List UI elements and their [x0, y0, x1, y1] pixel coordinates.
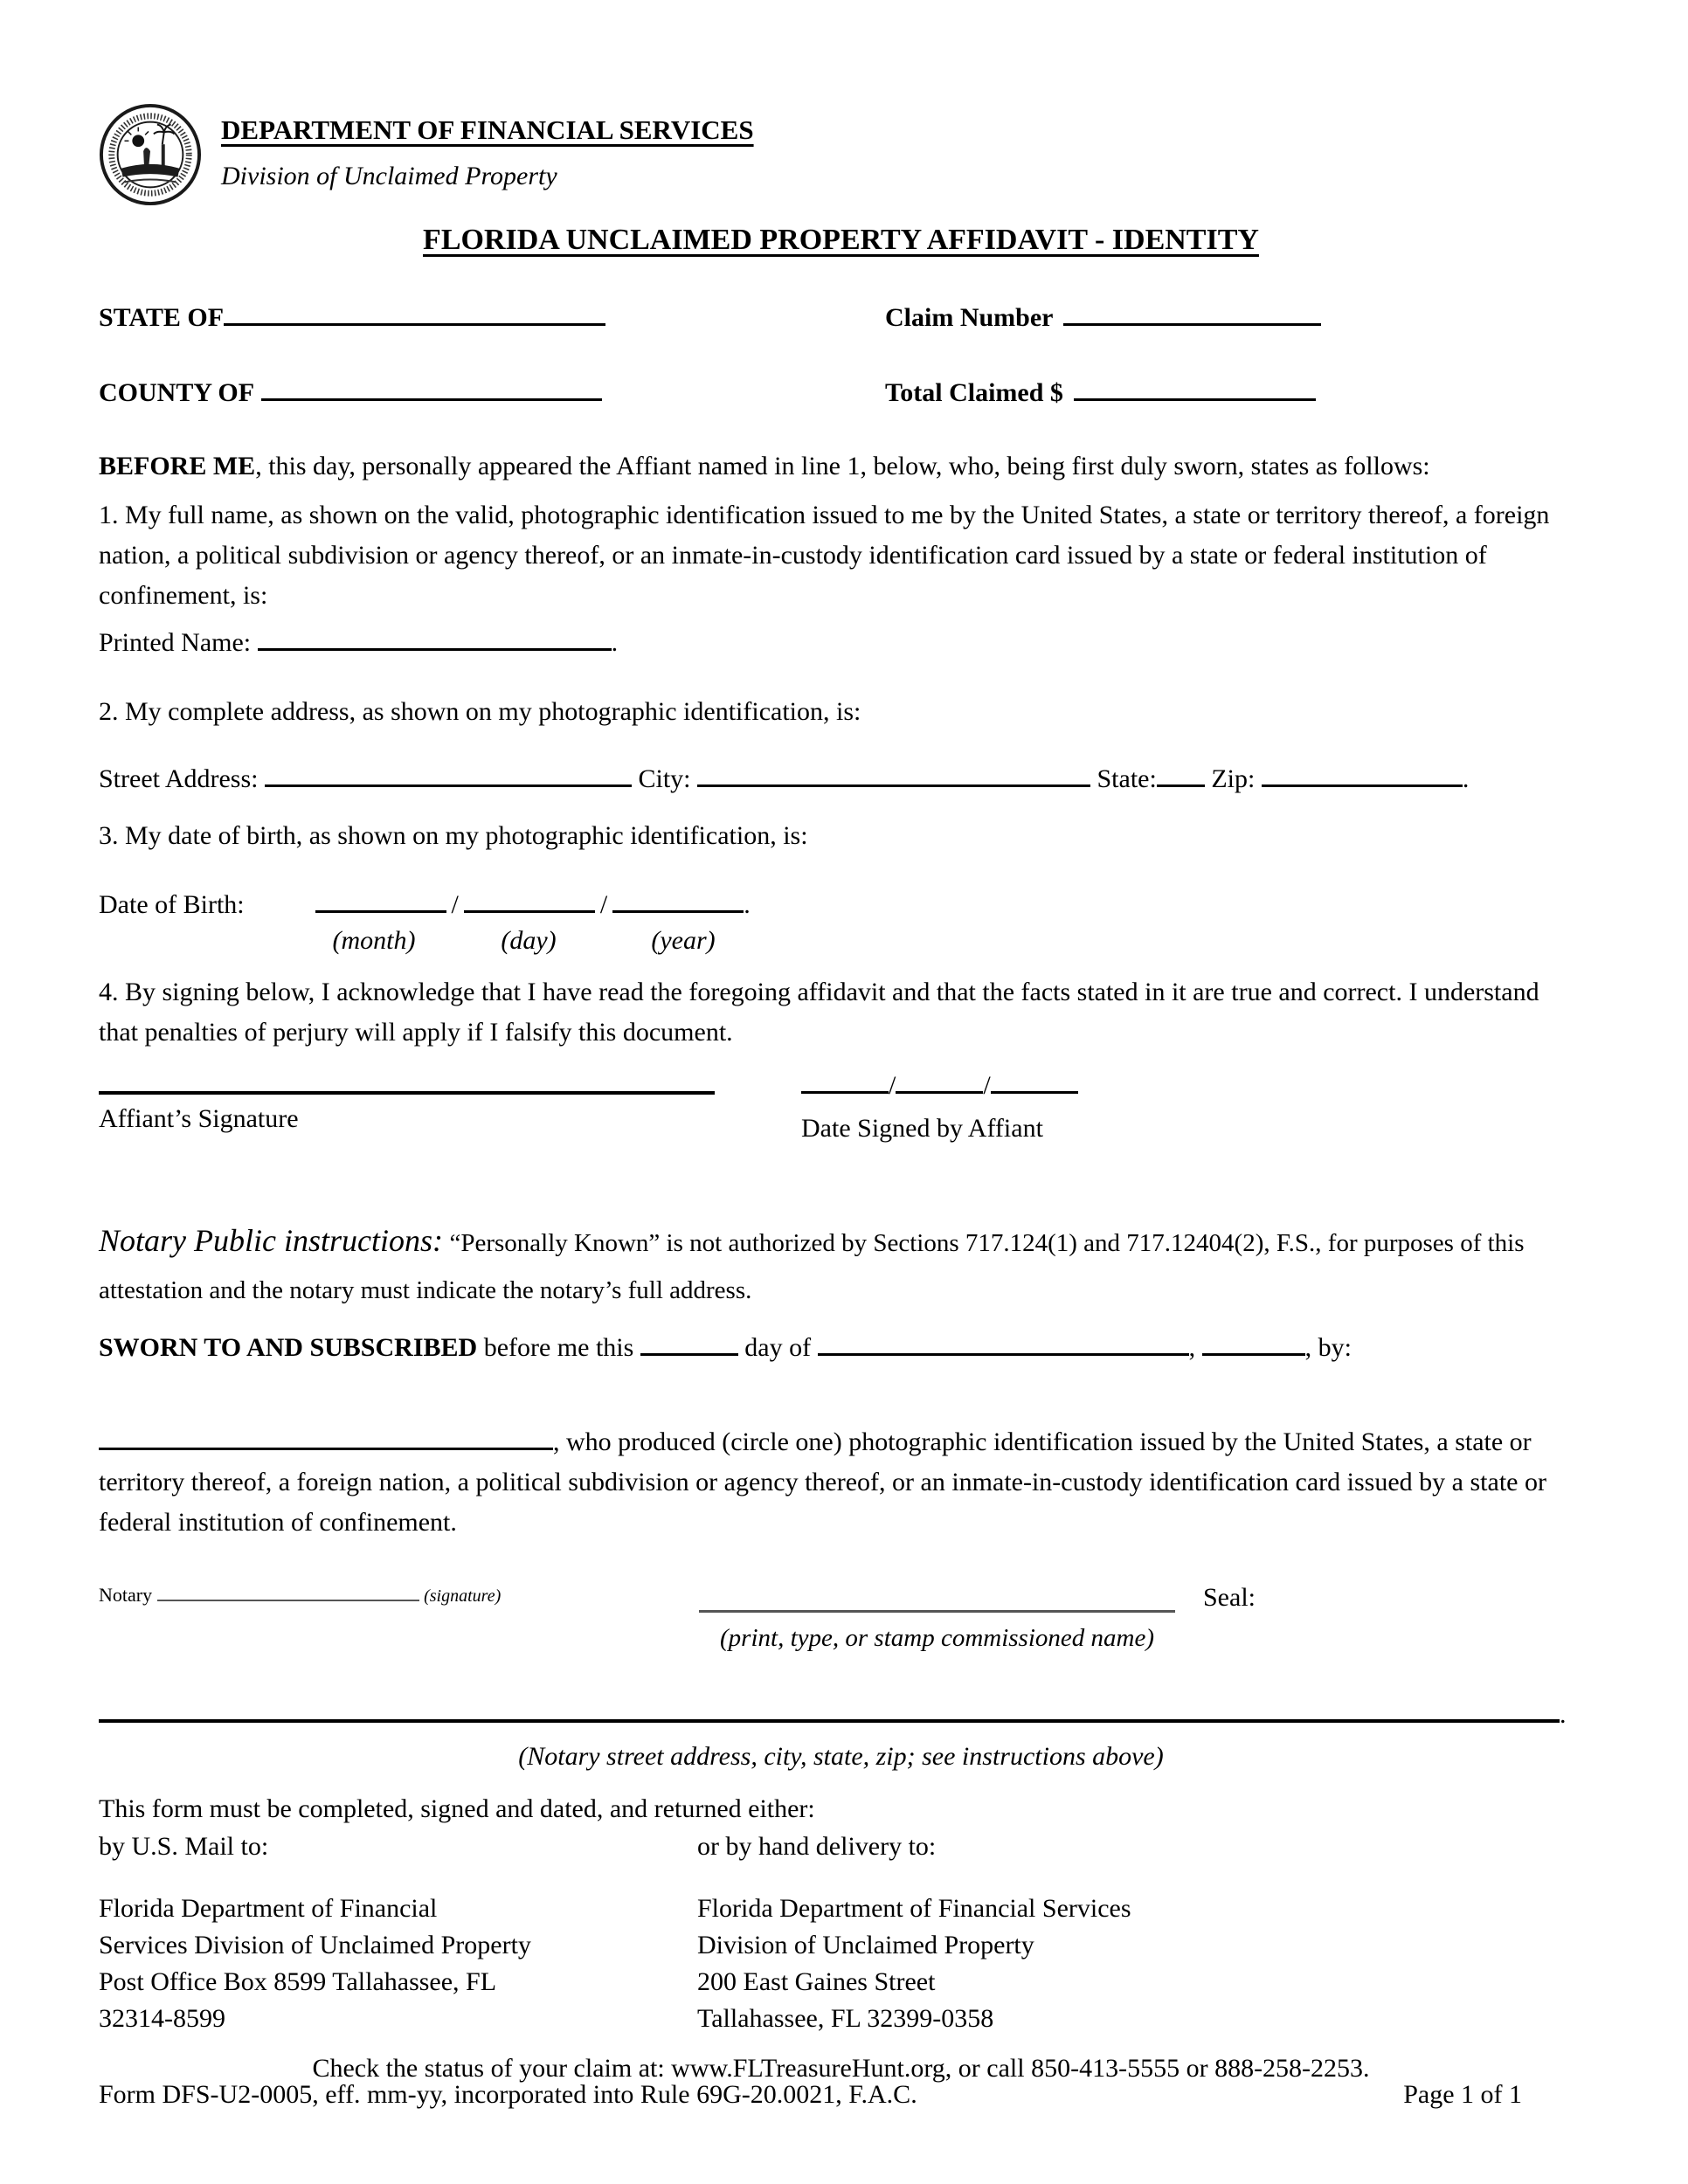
item2-text: 2. My complete address, as shown on my photographic identification, is:: [99, 696, 861, 726]
footer-page-number: Page 1 of 1: [1403, 2080, 1522, 2109]
before-me-paragraph: [99, 446, 1583, 487]
dob-label: Date of Birth:: [99, 890, 245, 920]
hand-address-line: 200 East Gaines Street: [697, 1967, 936, 1997]
printed-name-label: Printed Name:: [99, 628, 252, 658]
city-label: City:: [638, 764, 691, 793]
affiant-signature-label: Affiant’s Signature: [99, 1104, 299, 1134]
dob-period: .: [744, 890, 751, 920]
department-title: DEPARTMENT OF FINANCIAL SERVICES: [221, 114, 754, 145]
state-blank[interactable]: [1157, 758, 1205, 787]
page-footer: [99, 2077, 1522, 2113]
state-of-blank[interactable]: [224, 297, 605, 326]
dob-row: [99, 884, 1583, 923]
county-total-row: [99, 372, 1583, 411]
county-of-label: COUNTY OF: [99, 378, 255, 408]
produced-text: , who produced (circle one) photographic identification issued by the United States, a state or territory thereof, a foreign nation, a political subdivision or agency thereof, or an inmate-in-custody identification card issued by a state or federal institution of confinement.: [99, 1427, 1546, 1537]
printed-name-blank[interactable]: [258, 622, 612, 651]
before-me-lead: BEFORE ME: [99, 451, 256, 480]
dob-captions: [99, 923, 1583, 959]
notary-signature-section: [99, 1580, 1583, 1655]
zip-label: Zip:: [1211, 764, 1256, 793]
document-header: [99, 103, 1583, 206]
sworn-name-blank[interactable]: [99, 1421, 553, 1450]
date-signed-blank-3[interactable]: [991, 1065, 1078, 1094]
mail-address-line: 32314-8599: [99, 2004, 225, 2034]
dob-month-blank[interactable]: [315, 884, 446, 913]
hand-address-line: Tallahassee, FL 32399-0358: [697, 2004, 994, 2034]
claim-number-blank[interactable]: [1063, 297, 1321, 326]
claim-number-label: Claim Number: [885, 302, 1054, 332]
mail-address-block: [99, 1890, 697, 2037]
affiant-signature-blank[interactable]: [99, 1065, 715, 1095]
date-signed-blank-1[interactable]: [801, 1065, 889, 1094]
notary-label: Notary: [99, 1583, 153, 1606]
notary-address-caption: (Notary street address, city, state, zip; see instructions above): [518, 1742, 1164, 1772]
date-signed-slash-1: /: [889, 1071, 896, 1101]
dob-caption-gap-1: [439, 923, 463, 959]
notary-signature-blank[interactable]: [157, 1580, 419, 1601]
printed-name-row: [99, 622, 1583, 661]
hand-address-line: Florida Department of Financial Services: [697, 1894, 1131, 1924]
dob-slash-2: /: [599, 890, 608, 920]
before-me-text: , this day, personally appeared the Affiant named in line 1, below, who, being first duly sworn, states as follows:: [255, 451, 1430, 480]
state-label: State:: [1097, 764, 1157, 793]
return-addresses-row: [99, 1890, 1583, 2037]
dob-day-caption: (day): [501, 925, 557, 955]
date-signed-blank-2[interactable]: [896, 1065, 983, 1094]
address-period: .: [1462, 764, 1470, 793]
notary-instructions-text: “Personally Known” is not authorized by Sections 717.124(1) and 717.12404(2), F.S., for purposes of this attestation and the notary must indicate the notary’s full address.: [99, 1229, 1525, 1305]
dob-caption-spacer: [99, 923, 308, 959]
state-of-label: STATE OF: [99, 302, 225, 332]
claim-status-line: Check the status of your claim at: www.FLTreasureHunt.org, or call 850-413-5555 or 888-258-2253.: [312, 2054, 1370, 2084]
total-claimed-label: Total Claimed $: [885, 378, 1063, 408]
mail-address-line: Services Division of Unclaimed Property: [99, 1931, 531, 1960]
state-claim-row: [99, 297, 1583, 336]
total-claimed-blank[interactable]: [1074, 372, 1316, 401]
seal-label: Seal:: [1203, 1582, 1256, 1612]
item1-text: 1. My full name, as shown on the valid, photographic identification issued to me by the United States, a state or territory thereof, a foreign nation, a political subdivision or agency thereof, or an inmate-in-custody identification card issued by a state or federal institution of confinement, is:: [99, 500, 1550, 610]
form-title: FLORIDA UNCLAIMED PROPERTY AFFIDAVIT - IDENTITY: [423, 224, 1259, 256]
notary-address-period: .: [1560, 1699, 1567, 1729]
notary-signature-caption: (signature): [424, 1586, 502, 1606]
commissioned-name-caption: (print, type, or stamp commissioned name): [720, 1623, 1154, 1652]
date-signed-slash-2: /: [983, 1071, 991, 1101]
sworn-day-blank[interactable]: [640, 1327, 738, 1356]
produced-paragraph: [99, 1421, 1583, 1543]
hand-label: or by hand delivery to:: [697, 1831, 937, 1861]
sworn-month-blank[interactable]: [818, 1327, 1189, 1356]
return-line1: This form must be completed, signed and dated, and returned either:: [99, 1794, 815, 1823]
address-row: [99, 758, 1583, 798]
mail-address-line: Florida Department of Financial: [99, 1894, 438, 1924]
return-labels-row: [99, 1829, 1583, 1865]
dob-day-blank[interactable]: [464, 884, 595, 913]
sworn-part3: , by:: [1304, 1332, 1352, 1362]
sworn-part1: before me this: [483, 1332, 634, 1362]
hand-address-block: [697, 1890, 1583, 2037]
sworn-row: [99, 1327, 1583, 1366]
street-address-label: Street Address:: [99, 764, 259, 793]
dob-slash-1: /: [451, 890, 459, 920]
dob-caption-gap-2: [594, 923, 618, 959]
sworn-part2: day of: [744, 1332, 812, 1362]
notary-instructions: [99, 1214, 1583, 1312]
commissioned-name-blank[interactable]: [699, 1580, 1175, 1613]
street-address-blank[interactable]: [265, 758, 632, 787]
dob-month-caption: (month): [332, 925, 416, 955]
county-of-blank[interactable]: [261, 372, 602, 401]
dob-year-caption: (year): [651, 925, 716, 955]
florida-state-seal-icon: [99, 103, 202, 206]
signature-section: [99, 1065, 1583, 1146]
date-signed-label: Date Signed by Affiant: [801, 1113, 1043, 1143]
zip-blank[interactable]: [1262, 758, 1463, 787]
notary-instructions-lead: Notary Public instructions:: [99, 1223, 443, 1259]
sworn-lead: SWORN TO AND SUBSCRIBED: [99, 1332, 478, 1362]
notary-address-row: [99, 1693, 1583, 1733]
dob-year-blank[interactable]: [612, 884, 744, 913]
division-subtitle: Division of Unclaimed Property: [221, 161, 557, 190]
header-text: [221, 103, 754, 194]
notary-address-blank[interactable]: [99, 1693, 1560, 1723]
sworn-comma: ,: [1188, 1332, 1196, 1362]
mail-label: by U.S. Mail to:: [99, 1831, 269, 1861]
hand-address-line: Division of Unclaimed Property: [697, 1931, 1034, 1960]
item4-text: 4. By signing below, I acknowledge that I have read the foregoing affidavit and that the facts stated in it are true and correct. I understand that penalties of perjury will apply if I falsify this document.: [99, 978, 1539, 1047]
city-blank[interactable]: [697, 758, 1090, 787]
mail-address-line: Post Office Box 8599 Tallahassee, FL: [99, 1967, 497, 1997]
footer-form-number: Form DFS-U2-0005, eff. mm-yy, incorporated into Rule 69G-20.0021, F.A.C.: [99, 2080, 917, 2109]
sworn-year-blank[interactable]: [1202, 1327, 1305, 1356]
printed-name-period: .: [611, 628, 619, 658]
item3-text: 3. My date of birth, as shown on my photographic identification, is:: [99, 821, 808, 851]
